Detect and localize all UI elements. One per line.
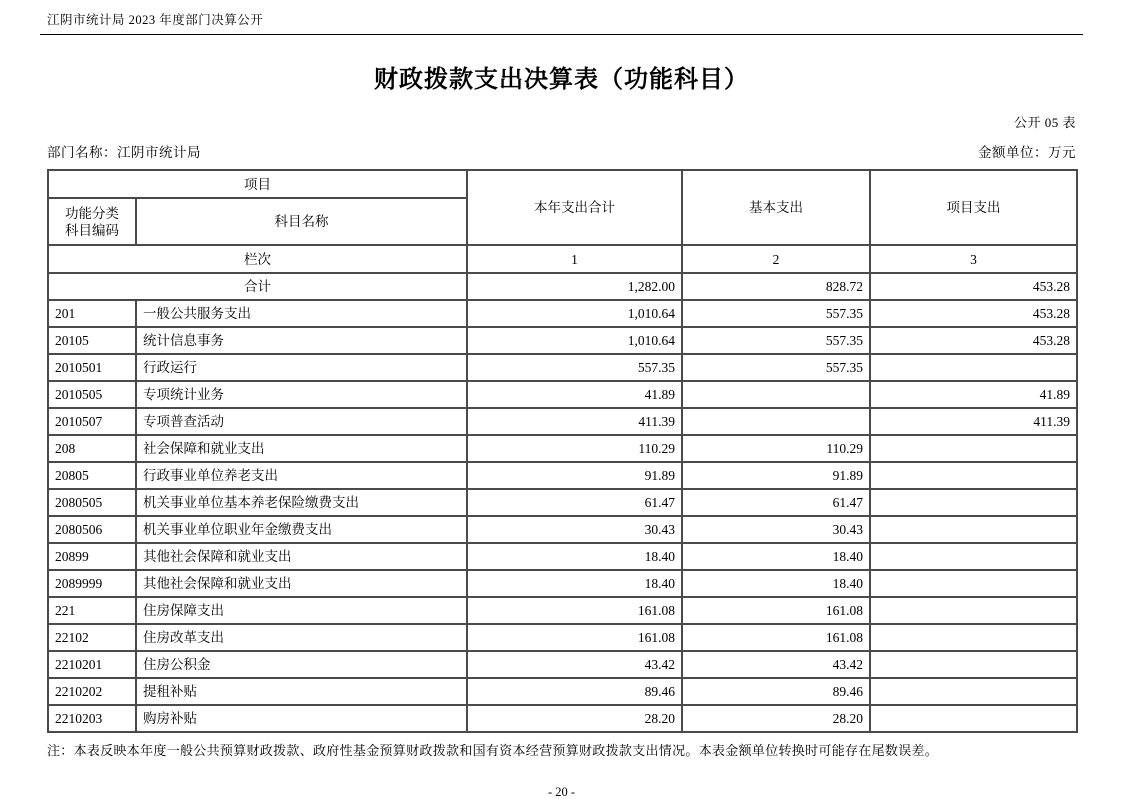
table-row — [48, 624, 1077, 651]
total-row-year-total: 1,282.00 — [467, 273, 682, 300]
row-project — [870, 462, 1077, 489]
row-basic: 161.08 — [682, 624, 870, 651]
row-project — [870, 354, 1077, 381]
row-code: 2210203 — [48, 705, 136, 732]
row-code: 2080505 — [48, 489, 136, 516]
row-project — [870, 624, 1077, 651]
table-row — [48, 516, 1077, 543]
header-col-index-1: 1 — [467, 245, 682, 273]
row-code: 2010505 — [48, 381, 136, 408]
table-row — [48, 651, 1077, 678]
row-code: 20105 — [48, 327, 136, 354]
row-code: 2080506 — [48, 516, 136, 543]
row-year-total: 110.29 — [467, 435, 682, 462]
row-code: 2210202 — [48, 678, 136, 705]
row-basic: 557.35 — [682, 327, 870, 354]
row-project — [870, 435, 1077, 462]
row-code: 2010501 — [48, 354, 136, 381]
row-subject-name: 一般公共服务支出 — [136, 300, 467, 327]
row-code: 2010507 — [48, 408, 136, 435]
function-code-line1: 功能分类 — [65, 205, 119, 221]
row-subject-name: 机关事业单位基本养老保险缴费支出 — [136, 489, 467, 516]
total-row-project: 453.28 — [870, 273, 1077, 300]
row-code: 20899 — [48, 543, 136, 570]
table-row — [48, 489, 1077, 516]
row-subject-name: 专项普查活动 — [136, 408, 467, 435]
function-code-line2: 科目编码 — [65, 222, 119, 238]
row-subject-name: 其他社会保障和就业支出 — [136, 543, 467, 570]
row-basic: 89.46 — [682, 678, 870, 705]
row-project — [870, 489, 1077, 516]
row-project — [870, 597, 1077, 624]
row-subject-name: 提租补贴 — [136, 678, 467, 705]
row-code: 2210201 — [48, 651, 136, 678]
header-col-index-2: 2 — [682, 245, 870, 273]
header-rule — [40, 34, 1083, 35]
table-row — [48, 300, 1077, 327]
row-subject-name: 购房补贴 — [136, 705, 467, 732]
row-year-total: 1,010.64 — [467, 327, 682, 354]
row-year-total: 411.39 — [467, 408, 682, 435]
row-project — [870, 678, 1077, 705]
doc-header — [47, 8, 1076, 28]
row-year-total: 18.40 — [467, 570, 682, 597]
row-subject-name: 住房改革支出 — [136, 624, 467, 651]
table-row — [48, 327, 1077, 354]
row-year-total: 161.08 — [467, 624, 682, 651]
row-year-total: 41.89 — [467, 381, 682, 408]
row-basic — [682, 381, 870, 408]
header-col-basic-expense: 基本支出 — [682, 170, 870, 245]
row-basic: 161.08 — [682, 597, 870, 624]
row-basic: 18.40 — [682, 543, 870, 570]
total-row-basic: 828.72 — [682, 273, 870, 300]
row-basic: 91.89 — [682, 462, 870, 489]
table-row — [48, 678, 1077, 705]
table-header-row-index — [48, 245, 1077, 273]
row-year-total: 89.46 — [467, 678, 682, 705]
row-year-total: 43.42 — [467, 651, 682, 678]
table-row — [48, 570, 1077, 597]
row-project — [870, 651, 1077, 678]
row-project — [870, 570, 1077, 597]
table-row — [48, 408, 1077, 435]
row-project — [870, 543, 1077, 570]
row-subject-name: 行政运行 — [136, 354, 467, 381]
header-col-subject-name: 科目名称 — [136, 198, 467, 245]
row-year-total: 61.47 — [467, 489, 682, 516]
table-row — [48, 435, 1077, 462]
row-code: 2089999 — [48, 570, 136, 597]
row-subject-name: 机关事业单位职业年金缴费支出 — [136, 516, 467, 543]
total-row-label: 合计 — [48, 273, 467, 300]
row-code: 201 — [48, 300, 136, 327]
header-col-project-expense: 项目支出 — [870, 170, 1077, 245]
amount-unit-label: 金额单位：万元 — [978, 145, 1076, 160]
row-year-total: 91.89 — [467, 462, 682, 489]
row-year-total: 1,010.64 — [467, 300, 682, 327]
expenditure-table — [47, 169, 1078, 733]
row-code: 208 — [48, 435, 136, 462]
doc-header-text: 江阴市统计局 2023 年度部门决算公开 — [47, 13, 264, 27]
department-name-label: 部门名称：江阴市统计局 — [47, 145, 201, 160]
row-code: 22102 — [48, 624, 136, 651]
row-subject-name: 住房公积金 — [136, 651, 467, 678]
row-project: 411.39 — [870, 408, 1077, 435]
header-group-project: 项目 — [48, 170, 467, 198]
row-subject-name: 统计信息事务 — [136, 327, 467, 354]
row-code: 221 — [48, 597, 136, 624]
table-row — [48, 705, 1077, 732]
row-subject-name: 住房保障支出 — [136, 597, 467, 624]
row-subject-name: 社会保障和就业支出 — [136, 435, 467, 462]
header-col-index-3: 3 — [870, 245, 1077, 273]
row-basic: 18.40 — [682, 570, 870, 597]
header-index-label: 栏次 — [48, 245, 467, 273]
row-basic: 43.42 — [682, 651, 870, 678]
header-col-function-code — [48, 198, 136, 245]
row-project — [870, 705, 1077, 732]
row-project — [870, 516, 1077, 543]
page-number: - 20 - — [547, 785, 576, 799]
header-col-year-total: 本年支出合计 — [467, 170, 682, 245]
row-year-total: 557.35 — [467, 354, 682, 381]
row-basic: 28.20 — [682, 705, 870, 732]
total-row — [48, 273, 1077, 300]
table-row — [48, 543, 1077, 570]
row-subject-name: 专项统计业务 — [136, 381, 467, 408]
row-basic: 557.35 — [682, 354, 870, 381]
row-basic: 110.29 — [682, 435, 870, 462]
row-year-total: 28.20 — [467, 705, 682, 732]
row-subject-name: 其他社会保障和就业支出 — [136, 570, 467, 597]
row-basic — [682, 408, 870, 435]
row-code: 20805 — [48, 462, 136, 489]
row-year-total: 18.40 — [467, 543, 682, 570]
table-row — [48, 462, 1077, 489]
table-row — [48, 381, 1077, 408]
row-year-total: 30.43 — [467, 516, 682, 543]
meta-row — [47, 141, 1076, 161]
row-project: 453.28 — [870, 300, 1077, 327]
row-project: 453.28 — [870, 327, 1077, 354]
page-title: 财政拨款支出决算表（功能科目） — [374, 67, 749, 93]
row-subject-name: 行政事业单位养老支出 — [136, 462, 467, 489]
footnote: 注：本表反映本年度一般公共预算财政拨款、政府性基金预算财政拨款和国有资本经营预算财政拨款支出情况。本表金额单位转换时可能存在尾数误差。 — [47, 743, 939, 758]
row-basic: 30.43 — [682, 516, 870, 543]
table-header-row-1 — [48, 170, 1077, 198]
row-basic: 557.35 — [682, 300, 870, 327]
table-row — [48, 597, 1077, 624]
table-row — [48, 354, 1077, 381]
row-basic: 61.47 — [682, 489, 870, 516]
row-project: 41.89 — [870, 381, 1077, 408]
table-code-label: 公开 05 表 — [1013, 115, 1076, 130]
row-year-total: 161.08 — [467, 597, 682, 624]
